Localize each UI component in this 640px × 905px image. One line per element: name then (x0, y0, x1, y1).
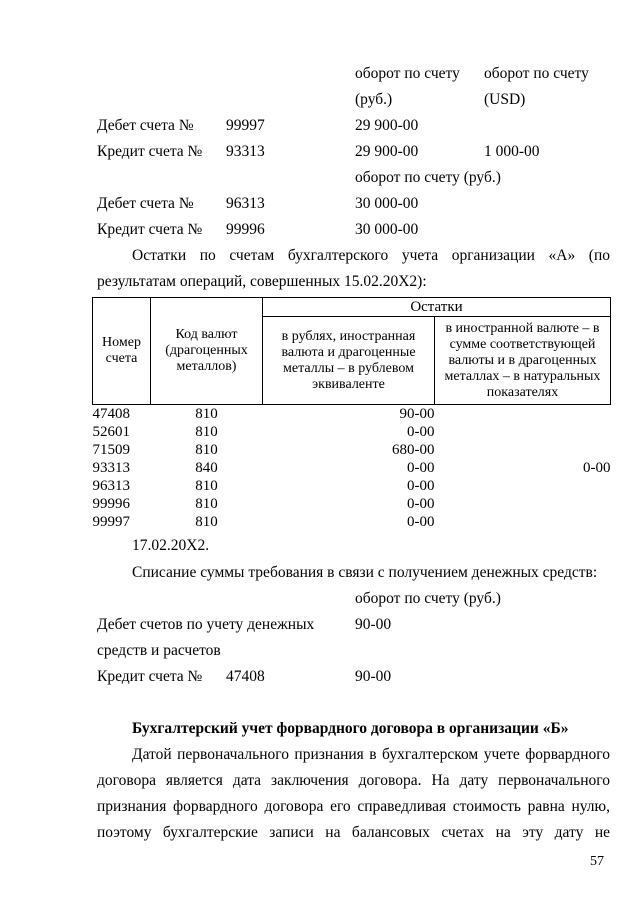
credit-label: Кредит счета № (97, 143, 203, 160)
debit-account: 96313 (226, 195, 265, 212)
table-row (93, 423, 611, 441)
credit-account: 99996 (226, 221, 265, 238)
debit-label: Дебет счета № (97, 117, 194, 134)
code-cell: 810 (195, 424, 218, 440)
foreign-balance-cell (435, 405, 611, 424)
header-account-number: Номер счета (93, 298, 151, 405)
account-cell: 93313 (92, 460, 130, 476)
rub-balance-cell: 0-00 (407, 496, 435, 512)
rub-balance-cell: 680-00 (392, 442, 435, 458)
debit-rub-amount: 30 000-00 (355, 195, 419, 212)
foreign-balance-cell (435, 477, 611, 495)
paragraph-line: поэтому бухгалтерские записи на балансовых счетах на эту дату не (97, 824, 610, 841)
balances-intro-line1: Остатки по счетам бухгалтерского учета организации «А» (по (132, 247, 610, 264)
table-row (93, 405, 611, 424)
table-row (93, 495, 611, 513)
section-heading: Бухгалтерский учет форвардного договора в организации «Б» (132, 720, 569, 737)
table-row (93, 477, 611, 495)
debit-account: 99997 (226, 117, 265, 134)
paragraph-line: Датой первоначального признания в бухгалтерском учете форвардного (132, 746, 610, 763)
writeoff-intro: Списание суммы требования в связи с получением денежных средств: (132, 564, 598, 581)
table-row (93, 513, 611, 531)
credit-label: Кредит счета № (97, 668, 203, 685)
foreign-balance-cell (435, 513, 611, 531)
debit-label-line2: средств и расчетов (97, 642, 221, 659)
turnover-usd-header-line1: оборот по счету (484, 65, 589, 82)
header-currency-code: Код валют (драгоценных металлов) (151, 298, 263, 405)
table-row (93, 441, 611, 459)
account-cell: 47408 (92, 406, 130, 422)
debit-rub-amount: 90-00 (355, 616, 392, 633)
account-cell: 71509 (92, 442, 130, 458)
rub-balance-cell: 90-00 (399, 406, 435, 422)
code-cell: 810 (195, 514, 218, 530)
code-cell: 810 (195, 478, 218, 494)
operation-date: 17.02.20Х2. (132, 537, 210, 554)
debit-label: Дебет счета № (97, 195, 194, 212)
foreign-balance-cell: 0-00 (583, 460, 611, 476)
turnover-rub-header: оборот по счету (руб.) (355, 169, 501, 186)
credit-rub-amount: 30 000-00 (355, 221, 419, 238)
foreign-balance-cell (435, 441, 611, 459)
credit-account: 47408 (226, 668, 265, 685)
turnover-usd-header-line2: (USD) (484, 91, 526, 108)
foreign-balance-cell (435, 495, 611, 513)
paragraph-line: договора является дата заключения договора. На дату первоначального (97, 772, 610, 789)
code-cell: 810 (195, 406, 218, 422)
balances-intro-line2: результатам операций, совершенных 15.02.20Х2): (97, 273, 427, 290)
rub-balance-cell: 0-00 (407, 460, 435, 476)
credit-account: 93313 (226, 143, 265, 160)
rub-balance-cell: 0-00 (407, 514, 435, 530)
header-balances: Остатки (263, 298, 611, 317)
rub-balance-cell: 0-00 (407, 478, 435, 494)
credit-rub-amount: 90-00 (355, 668, 392, 685)
credit-usd-amount: 1 000-00 (484, 143, 540, 160)
balances-table (92, 297, 611, 531)
credit-rub-amount: 29 900-00 (355, 143, 419, 160)
foreign-balance-cell (435, 423, 611, 441)
rub-balance-cell: 0-00 (407, 424, 435, 440)
debit-rub-amount: 29 900-00 (355, 117, 419, 134)
header-in-foreign-currency: в иностранной валюте – в сумме соответствующей валюты и в драгоценных металлах – в натуральных показателях (435, 317, 611, 405)
table-row (93, 459, 611, 477)
code-cell: 810 (195, 496, 218, 512)
debit-label-line1: Дебет счетов по учету денежных (97, 616, 315, 633)
turnover-rub-header-line2: (руб.) (355, 91, 393, 108)
account-cell: 99997 (92, 514, 130, 530)
account-cell: 96313 (92, 478, 130, 494)
paragraph-line: признания форвардного договора его справедливая стоимость равна нулю, (97, 798, 610, 815)
account-cell: 99996 (92, 496, 130, 512)
header-in-rubles: в рублях, иностранная валюта и драгоценные металлы – в рублевом эквиваленте (263, 317, 435, 405)
turnover-rub-header-line1: оборот по счету (355, 65, 460, 82)
page-number: 57 (590, 854, 604, 869)
turnover-rub-header: оборот по счету (руб.) (355, 590, 501, 607)
account-cell: 52601 (92, 424, 130, 440)
code-cell: 810 (195, 442, 218, 458)
credit-label: Кредит счета № (97, 221, 203, 238)
code-cell: 840 (195, 460, 218, 476)
